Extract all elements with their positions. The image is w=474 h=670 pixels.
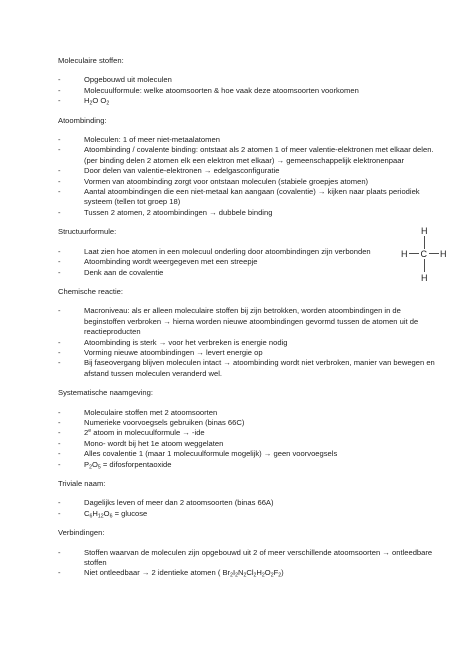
list-moleculaire-stoffen	[58, 75, 438, 106]
list-item: - Vormen van atoombinding zorgt voor ontstaan moleculen (stabiele groepjes atomen)	[58, 177, 438, 187]
list-item: - Alles covalentie 1 (maar 1 molecuulformule mogelijk) → geen voorvoegsels	[58, 449, 438, 459]
section-verbindingen	[58, 528, 438, 579]
heading-atoombinding: Atoombinding:	[58, 115, 107, 125]
heading-moleculaire-stoffen: Moleculaire stoffen:	[58, 56, 124, 65]
atom-h-bottom: H	[421, 273, 428, 284]
list-item: - Aantal atoombindingen die een niet-metaal kan aangaan (covalentie) → kijken naar plaats periodiek systeem (tellen tot groep 18)	[58, 187, 438, 208]
heading-structuurformule: Structuurformule:	[58, 227, 117, 237]
section-chemische-reactie	[58, 287, 438, 379]
section-triviale-naam	[58, 479, 438, 519]
atom-h-top: H	[421, 226, 428, 237]
list-systematische-naamgeving	[58, 408, 438, 470]
list-item-glucose: - $C_6H_{12}O_6 = glucose$	[58, 509, 438, 519]
section-systematische-naamgeving	[58, 388, 438, 470]
list-item-niet-ontleedbaar: - Niet ontleedbaar → 2 identieke atomen ( $Br_2I_2N_2Cl_2H_2O_2F_2$)	[58, 568, 438, 578]
section-atoombinding	[58, 116, 438, 219]
list-item: - Atoombinding is sterk → voor het verbreken is energie nodig	[58, 338, 438, 348]
section-moleculaire-stoffen	[58, 56, 438, 107]
list-item: - Molecuulformule: welke atoomsoorten & hoe vaak deze atoomsoorten voorkomen	[58, 86, 438, 96]
list-item-formula-h2o-o2: - $H_2O$ $O_2$	[58, 96, 438, 106]
list-item: - Atoombinding / covalente binding: ontstaat als 2 atomen 1 of meer valentie-elektronen met elkaar delen. (per binding delen 2 atomen elk een elektron met elkaar) → gemeenschappelijk elektronenpaar	[58, 145, 438, 166]
list-verbindingen	[58, 548, 438, 579]
list-structuurformule	[58, 247, 438, 278]
list-item: - Denk aan de covalentie	[58, 268, 438, 278]
list-item-p2o5: - $P_2O_5$ = difosforpentaoxide	[58, 460, 438, 470]
list-item: - Vorming nieuwe atoombindingen → levert energie op	[58, 348, 438, 358]
list-atoombinding	[58, 135, 438, 218]
atom-c-center: C	[420, 249, 427, 260]
list-item: - Atoombinding wordt weergegeven met een streepje	[58, 257, 438, 267]
list-item: - Mono- wordt bij het 1e atoom weggelaten	[58, 439, 438, 449]
section-structuurformule	[58, 226, 447, 284]
list-item: - Door delen van valentie-elektronen → edelgasconfiguratie	[58, 166, 438, 176]
list-item: - Tussen 2 atomen, 2 atoombindingen → dubbele binding	[58, 208, 438, 218]
list-chemische-reactie	[58, 306, 438, 379]
heading-systematische-naamgeving: Systematische naamgeving:	[58, 388, 153, 398]
list-item: - Numerieke voorvoegsels gebruiken (binas 66C)	[58, 418, 438, 428]
list-item: - Opgebouwd uit moleculen	[58, 75, 438, 85]
atom-h-left: H	[401, 249, 408, 260]
list-item: - Stoffen waarvan de moleculen zijn opgebouwd uit 2 of meer verschillende atoomsoorten → ontleedbare stoffen	[58, 548, 438, 569]
list-item: - Laat zien hoe atomen in een molecuul onderling door atoombindingen zijn verbonden	[58, 247, 438, 257]
atom-h-right: H	[440, 249, 447, 260]
methane-structure-diagram	[400, 224, 450, 288]
list-item: - Macroniveau: als er alleen moleculaire stoffen bij zijn betrokken, worden atoombindingen in de beginstoffen verbroken → hierna worden nieuwe atoombindingen gevormd tussen de atomen uit de reactieproducten	[58, 306, 438, 337]
heading-verbindingen: Verbindingen:	[58, 528, 105, 538]
heading-triviale-naam: Triviale naam:	[58, 479, 106, 488]
list-item: - Moleculen: 1 of meer niet-metaalatomen	[58, 135, 438, 145]
list-item: - Dagelijks leven of meer dan 2 atoomsoorten (binas 66A)	[58, 498, 438, 508]
diatomic-formula: $Br_2I_2N_2Cl_2H_2O_2F_2$	[222, 568, 282, 579]
list-triviale-naam	[58, 498, 438, 519]
document-page	[58, 56, 447, 588]
list-item-second-atom: - 2e atoom in molecuulformule → -ide	[58, 428, 438, 438]
list-item: - Bij faseovergang blijven moleculen intact → atoombinding wordt niet verbroken, manier van bewegen en afstand tussen moleculen veranderd wel.	[58, 358, 438, 379]
list-item: - Moleculaire stoffen met 2 atoomsoorten	[58, 408, 438, 418]
heading-chemische-reactie: Chemische reactie:	[58, 286, 123, 296]
